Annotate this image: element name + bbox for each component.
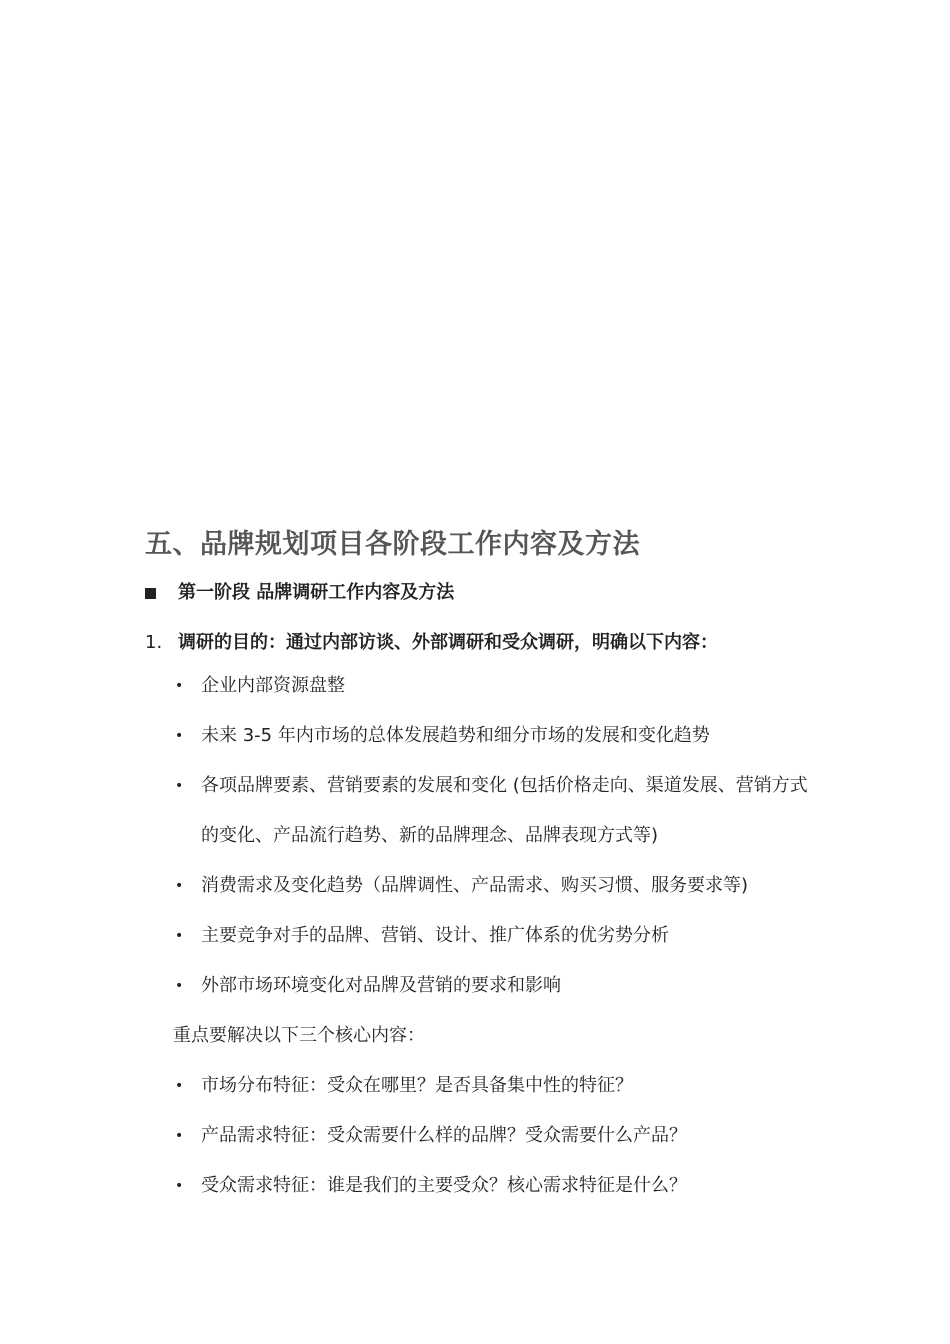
bullet-icon: •	[175, 978, 184, 994]
section-title: 五、品牌规划项目各阶段工作内容及方法	[145, 529, 640, 560]
research-list	[145, 661, 845, 1011]
list-item-text: 企业内部资源盘整	[201, 675, 345, 696]
list-item	[145, 1061, 845, 1111]
purpose-number: 1.	[145, 632, 163, 653]
bullet-icon: •	[175, 678, 184, 694]
purpose-item	[145, 625, 845, 661]
bullet-icon: •	[175, 1178, 184, 1194]
phase-heading-text: 第一阶段 品牌调研工作内容及方法	[178, 582, 455, 603]
square-bullet-icon	[145, 588, 156, 599]
list-item	[145, 961, 845, 1011]
list-item	[145, 761, 811, 861]
list-item	[145, 711, 845, 761]
list-item	[145, 661, 845, 711]
bullet-icon: •	[175, 728, 184, 744]
bullet-icon: •	[175, 778, 184, 794]
purpose-text: 调研的目的：通过内部访谈、外部调研和受众调研，明确以下内容：	[178, 632, 718, 653]
core-intro: 重点要解决以下三个核心内容：	[173, 1025, 425, 1046]
list-item-text: 消费需求及变化趋势（品牌调性、产品需求、购买习惯、服务要求等)	[201, 875, 749, 896]
list-item-text: 各项品牌要素、营销要素的发展和变化 (包括价格走向、渠道发展、营销方式的变化、产品流行趋势、新的品牌理念、品牌表现方式等)	[201, 775, 808, 846]
document-body	[145, 525, 845, 1211]
list-item-text: 受众需求特征：谁是我们的主要受众？核心需求特征是什么？	[201, 1175, 687, 1196]
list-item	[145, 1111, 845, 1161]
list-item-text: 主要竞争对手的品牌、营销、设计、推广体系的优劣势分析	[201, 925, 669, 946]
list-item	[145, 1161, 845, 1211]
bullet-icon: •	[175, 878, 184, 894]
list-item	[145, 911, 845, 961]
core-list	[145, 1061, 845, 1211]
bullet-icon: •	[175, 928, 184, 944]
bullet-icon: •	[175, 1078, 184, 1094]
list-item-text: 产品需求特征：受众需要什么样的品牌？受众需要什么产品？	[201, 1125, 687, 1146]
list-item	[145, 861, 845, 911]
list-item-text: 外部市场环境变化对品牌及营销的要求和影响	[201, 975, 561, 996]
list-item-text: 市场分布特征：受众在哪里？是否具备集中性的特征？	[201, 1075, 633, 1096]
phase-heading	[145, 575, 845, 611]
bullet-icon: •	[175, 1128, 184, 1144]
list-item-text: 未来 3-5 年内市场的总体发展趋势和细分市场的发展和变化趋势	[201, 725, 710, 746]
